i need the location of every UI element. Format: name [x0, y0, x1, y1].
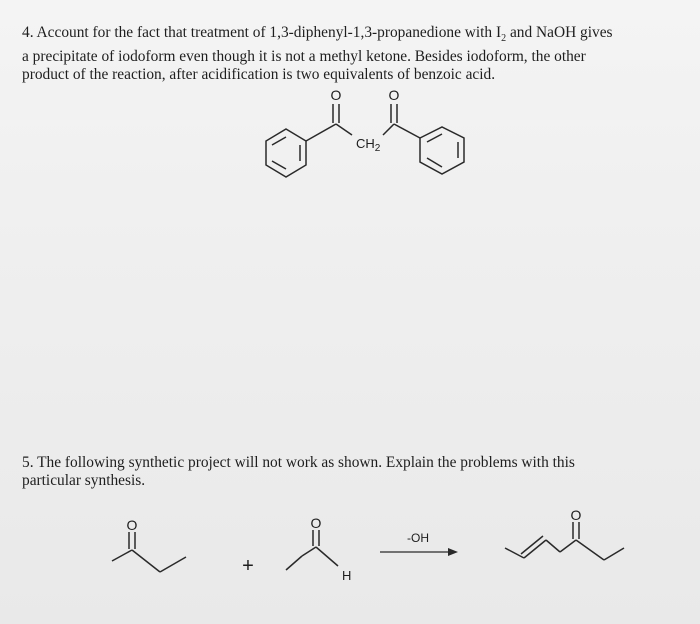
- methylene-label: $CH_2$: [356, 136, 381, 154]
- oxygen-label: O: [310, 515, 322, 531]
- reagent-label: -OH: [407, 531, 429, 545]
- left-benzene-ring: [266, 129, 306, 177]
- oxygen-label: O: [570, 507, 582, 523]
- question-5-text: [22, 454, 682, 490]
- question-5-line-2: particular synthesis.: [22, 472, 146, 489]
- hydrogen-label: H: [342, 568, 352, 583]
- plus-sign: +: [242, 555, 254, 577]
- question-4-line-3: product of the reaction, after acidification is two equivalents of benzoic acid.: [22, 66, 496, 84]
- question-4-line-1: 4. Account for the fact that treatment of 1,3-diphenyl-1,3-propanedione with $I_2$ and NaOH gives: [22, 24, 613, 45]
- reaction-arrow: [380, 548, 458, 556]
- question-4-line-2: a precipitate of iodoform even though it is not a methyl ketone. Besides iodoform, the other: [22, 48, 586, 66]
- carbonyl-oxygen-label: O: [388, 87, 400, 103]
- oxygen-label: O: [126, 517, 138, 533]
- enone-product: [505, 522, 624, 560]
- question-5-line-1: 5. The following synthetic project will not work as shown. Explain the problems with this: [22, 454, 575, 471]
- aldehyde-reactant: [286, 530, 338, 570]
- carbonyl-oxygen-label: O: [330, 87, 342, 103]
- right-benzene-ring: [420, 127, 464, 174]
- ketone-reactant: [112, 532, 186, 572]
- subscript: 2: [501, 33, 507, 45]
